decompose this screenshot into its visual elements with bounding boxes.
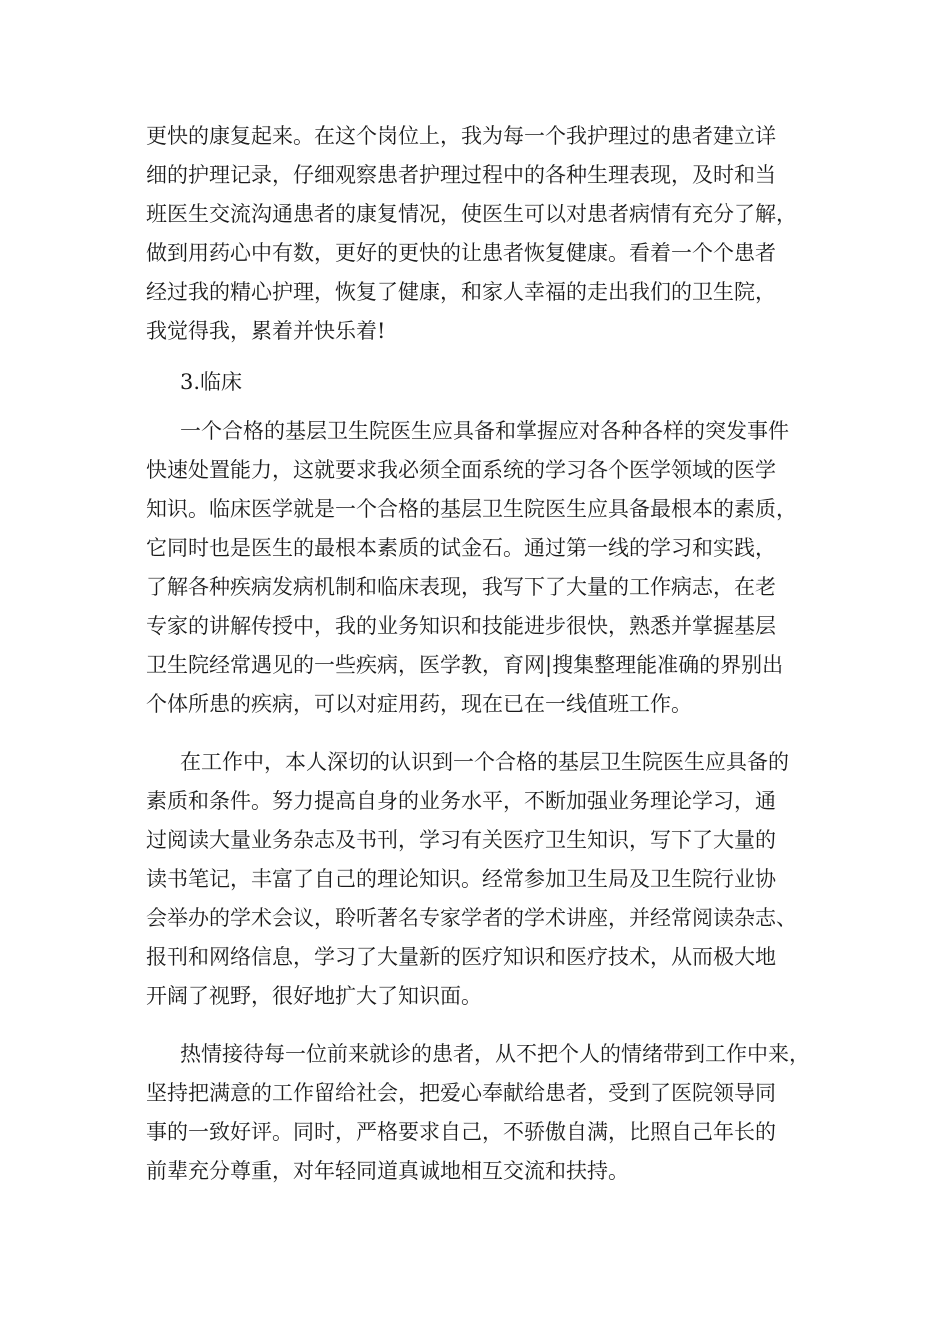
text-line: 我觉得我，累着并快乐着! [146, 319, 386, 343]
text-line: 个体所患的疾病，可以对症用药，现在已在一线值班工作。 [146, 692, 692, 716]
text-line: 开阔了视野，很好地扩大了知识面。 [146, 984, 482, 1008]
text-line: 细的护理记录，仔细观察患者护理过程中的各种生理表现，及时和当 [146, 163, 776, 187]
text-line: 更快的康复起来。在这个岗位上，我为每一个我护理过的患者建立详 [146, 124, 776, 148]
section-heading-clinical [146, 363, 816, 402]
text-line: 坚持把满意的工作留给社会，把爱心奉献给患者，受到了医院领导同 [146, 1081, 776, 1105]
text-line: 知识。临床医学就是一个合格的基层卫生院医生应具备最根本的素质， [146, 497, 797, 521]
text-line: 过阅读大量业务杂志及书刊，学习有关医疗卫生知识，写下了大量的 [146, 828, 776, 852]
text-line: 做到用药心中有数，更好的更快的让患者恢复健康。看着一个个患者 [146, 241, 776, 265]
paragraph-clinical [146, 412, 816, 724]
text-line: 会举办的学术会议，聆听著名专家学者的学术讲座，并经常阅读杂志、 [146, 906, 797, 930]
section-heading: 3.临床 [180, 370, 243, 394]
text-line: 事的一致好评。同时，严格要求自己，不骄傲自满，比照自己年长的 [146, 1120, 776, 1144]
text-line: 在工作中，本人深切的认识到一个合格的基层卫生院医生应具备的 [180, 750, 789, 774]
text-line: 热情接待每一位前来就诊的患者，从不把个人的情绪带到工作中来， [180, 1042, 810, 1066]
text-line: 了解各种疾病发病机制和临床表现，我写下了大量的工作病志，在老 [146, 575, 776, 599]
text-line: 卫生院经常遇见的一些疾病，医学教，育网|搜集整理能准确的界别出 [146, 653, 784, 677]
paragraph-nursing-continued [146, 117, 816, 351]
text-line: 经过我的精心护理，恢复了健康，和家人幸福的走出我们的卫生院， [146, 280, 776, 304]
text-line: 读书笔记，丰富了自己的理论知识。经常参加卫生局及卫生院行业协 [146, 867, 776, 891]
text-line: 报刊和网络信息，学习了大量新的医疗知识和医疗技术，从而极大地 [146, 945, 776, 969]
text-line: 前辈充分尊重，对年轻同道真诚地相互交流和扶持。 [146, 1159, 629, 1183]
text-line: 班医生交流沟通患者的康复情况，使医生可以对患者病情有充分了解， [146, 202, 797, 226]
text-line: 专家的讲解传授中，我的业务知识和技能进步很快，熟悉并掌握基层 [146, 614, 776, 638]
text-line: 它同时也是医生的最根本素质的试金石。通过第一线的学习和实践， [146, 536, 776, 560]
paragraph-work [146, 743, 816, 1016]
text-line: 一个合格的基层卫生院医生应具备和掌握应对各种各样的突发事件 [180, 419, 789, 443]
paragraph-patients [146, 1035, 816, 1191]
text-line: 素质和条件。努力提高自身的业务水平，不断加强业务理论学习，通 [146, 789, 776, 813]
text-line: 快速处置能力，这就要求我必须全面系统的学习各个医学领域的医学 [146, 458, 776, 482]
